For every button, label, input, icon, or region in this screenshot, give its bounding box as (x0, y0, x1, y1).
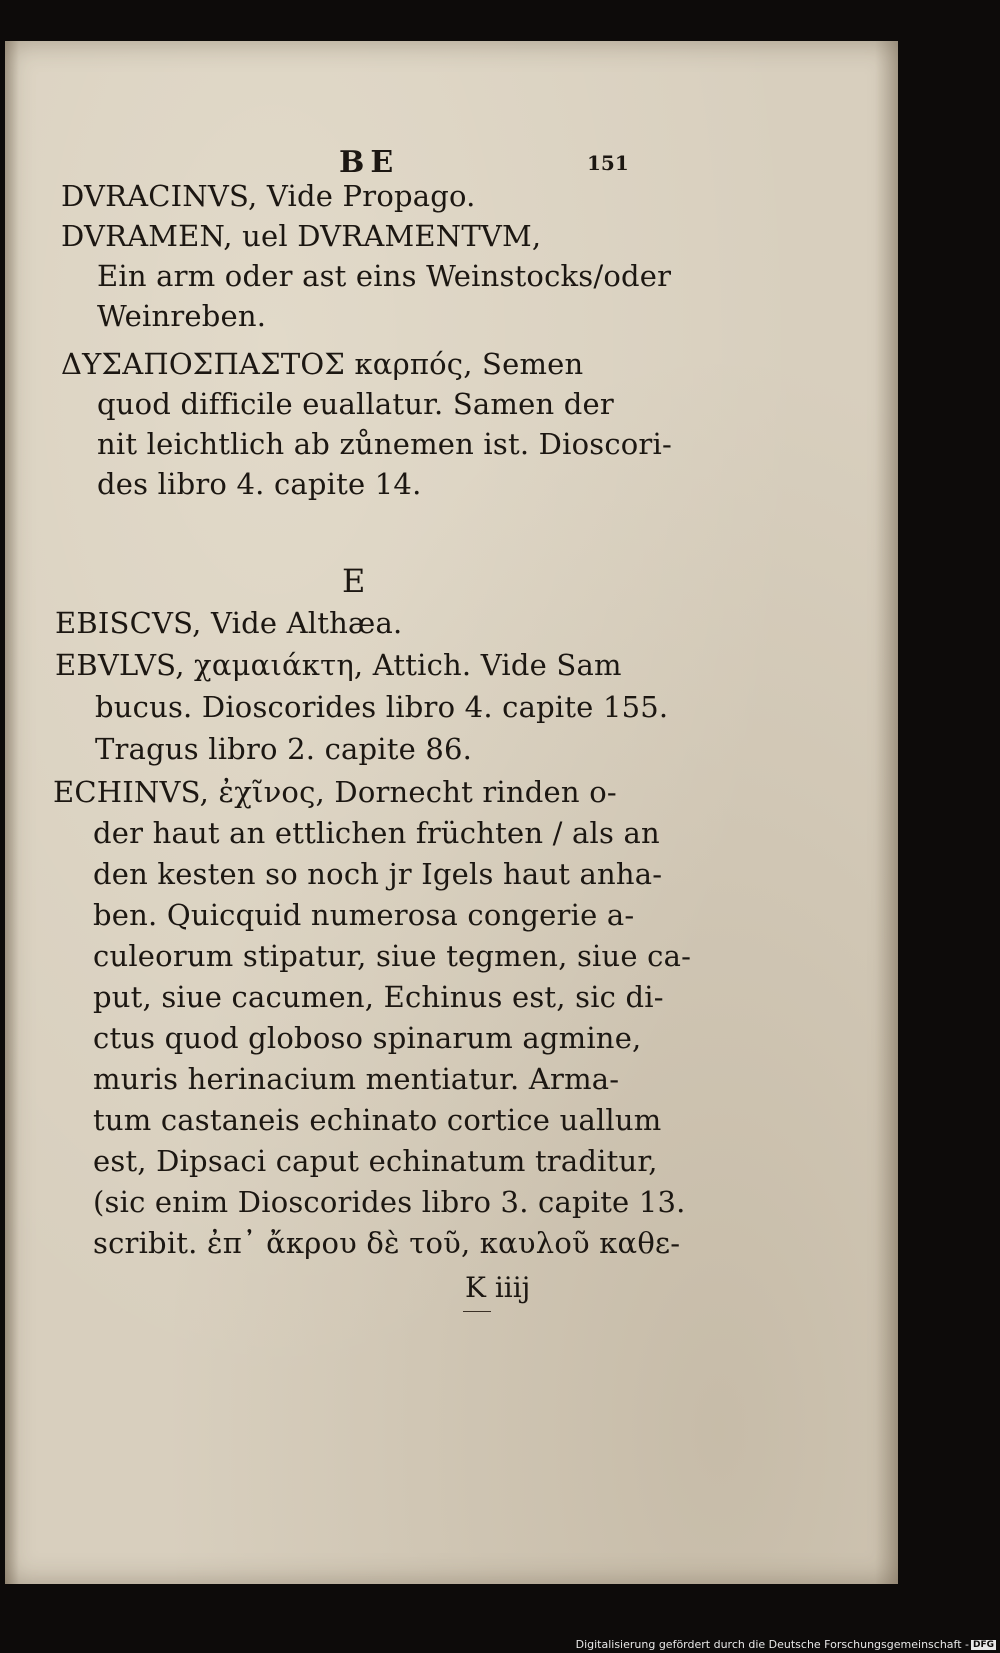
text-line: EBISCVS, Vide Althæa. (55, 606, 403, 640)
text-line: des libro 4. capite 14. (97, 467, 422, 501)
text-line: scribit. ἐπ᾽ ἄκρου δὲ τοῦ, καυλοῦ καθε- (93, 1226, 681, 1260)
text-line: Ein arm oder ast eins Weinstocks/oder (97, 259, 672, 293)
text-line: nit leichtlich ab zůnemen ist. Dioscori- (97, 427, 672, 461)
text-line: DVRACINVS, Vide Propago. (61, 179, 476, 213)
text-line: ECHINVS, ἐχῖνος, Dornecht rinden o- (53, 775, 617, 809)
text-line: Tragus libro 2. capite 86. (95, 732, 473, 766)
book-page (5, 41, 898, 1584)
text-line: ben. Quicquid numerosa congerie a- (93, 898, 635, 932)
signature-mark: K iiij (465, 1271, 531, 1304)
text-line: ΔΥΣΑΠΟΣΠΑΣΤΟΣ καρπός, Semen (61, 347, 584, 381)
text-line: ctus quod globoso spinarum agmine, (93, 1021, 642, 1055)
text-line: muris herinacium mentiatur. Arma- (93, 1062, 620, 1096)
dfg-logo: DFG (972, 1640, 994, 1650)
text-line: DVRAMEN, uel DVRAMENTVM, (61, 219, 542, 253)
text-line: tum castaneis echinato cortice uallum (93, 1103, 662, 1137)
text-line: Weinreben. (97, 299, 267, 333)
signature-underline (463, 1311, 491, 1312)
text-line: culeorum stipatur, siue tegmen, siue ca- (93, 939, 692, 973)
text-line: der haut an ettlichen früchten / als an (93, 816, 660, 850)
text-line: quod difficile euallatur. Samen der (97, 387, 614, 421)
text-line: est, Dipsaci caput echinatum traditur, (93, 1144, 658, 1178)
text-line: put, siue cacumen, Echinus est, sic di- (93, 980, 664, 1014)
text-line: den kesten so noch jr Igels haut anha- (93, 857, 663, 891)
folio-number: 151 (587, 151, 629, 175)
credit-text: Digitalisierung gefördert durch die Deutsche Forschungsgemeinschaft - (575, 1638, 969, 1651)
section-letter: E (342, 562, 366, 600)
text-line: EBVLVS, χαμαιάκτη, Attich. Vide Sam (55, 648, 622, 682)
text-line: bucus. Dioscorides libro 4. capite 155. (95, 690, 669, 724)
digitization-credit (576, 1638, 996, 1651)
running-head: BE (339, 145, 400, 180)
text-line: (sic enim Dioscorides libro 3. capite 13. (93, 1185, 686, 1219)
